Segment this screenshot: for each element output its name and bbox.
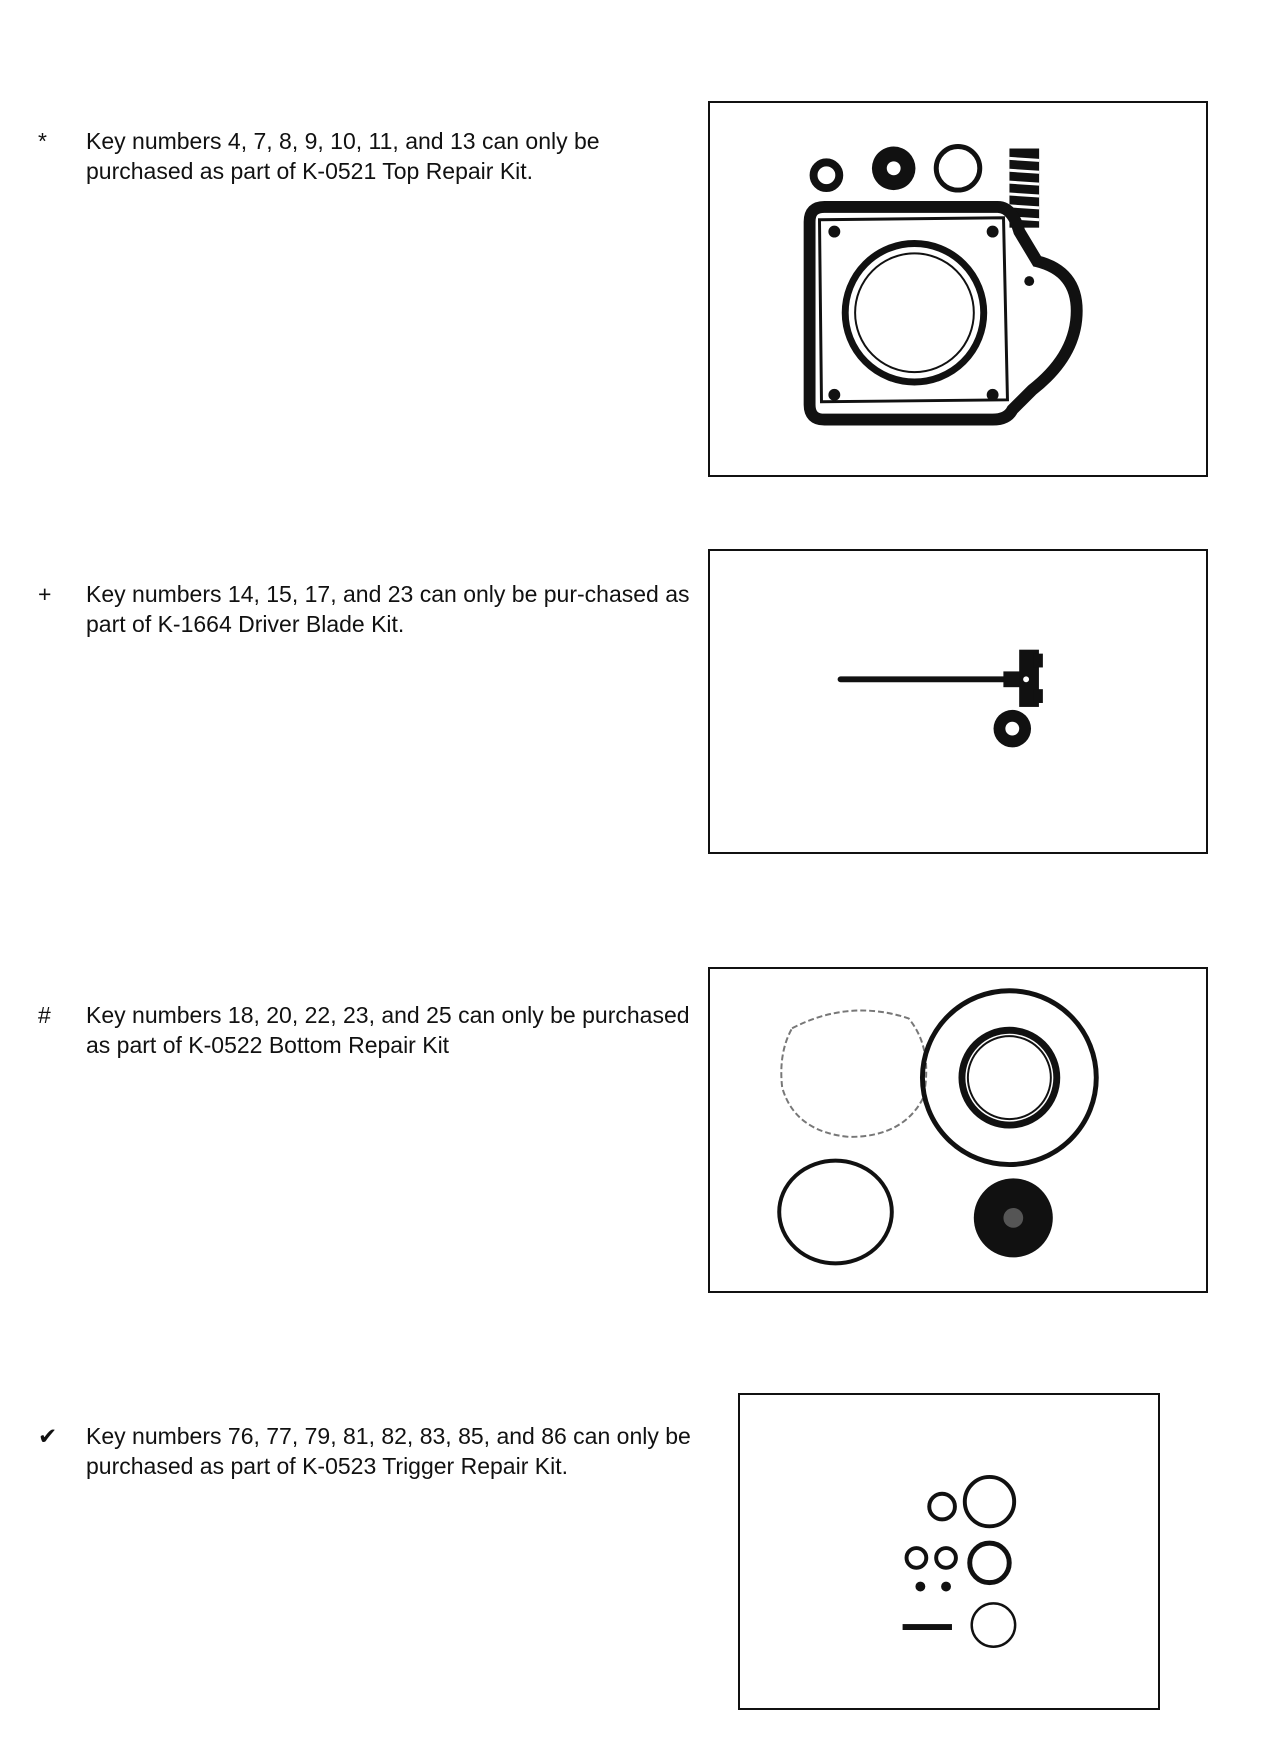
kit-note-text: Key numbers 4, 7, 8, 9, 10, 11, and 13 can only be purchased as part of K-0521 Top Repair Kit. (86, 128, 600, 184)
bottom-repair-kit-image (708, 967, 1208, 1293)
kit-note-text: Key numbers 14, 15, 17, and 23 can only be pur-chased as part of K-1664 Driver Blade Kit. (86, 581, 690, 637)
kit-note-text: Key numbers 76, 77, 79, 81, 82, 83, 85, and 86 can only be purchased as part of K-0523 Trigger Repair Kit. (86, 1423, 691, 1479)
hash-symbol: # (38, 1002, 51, 1028)
trigger-repair-kit-image (738, 1393, 1160, 1710)
driver-blade-kit-image (708, 549, 1208, 854)
checkmark-symbol: ✔ (38, 1423, 58, 1449)
kit-note-text: Key numbers 18, 20, 22, 23, and 25 can only be purchased as part of K-0522 Bottom Repair Kit (86, 1002, 690, 1058)
plus-symbol: + (38, 581, 52, 607)
top-repair-kit-image (708, 101, 1208, 477)
asterisk-symbol: * (38, 128, 47, 154)
